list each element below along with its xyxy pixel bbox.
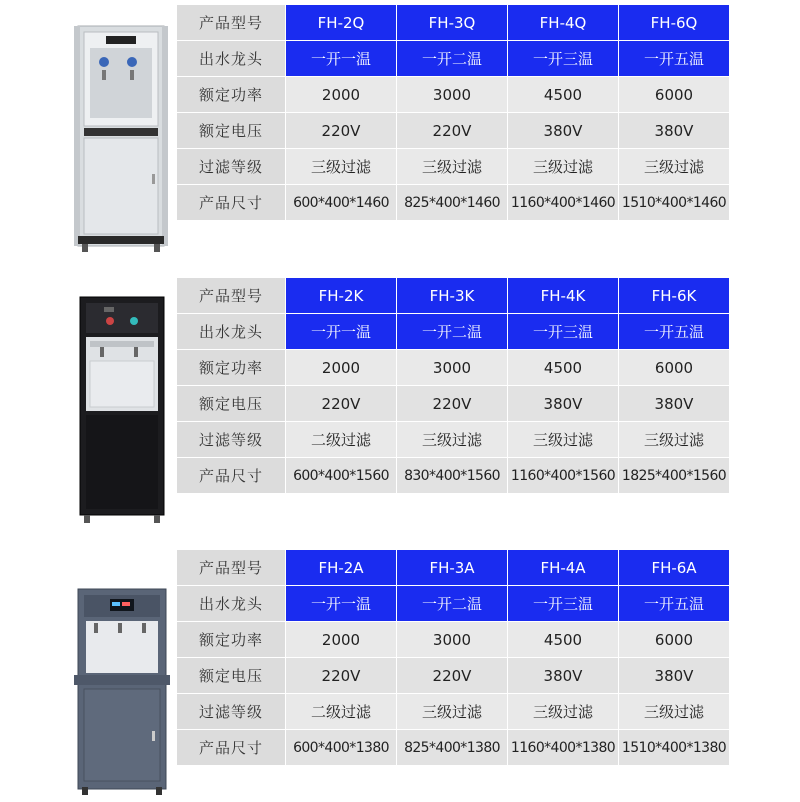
voltage-cell: 220V bbox=[397, 113, 508, 149]
model-cell: FH-4A bbox=[508, 550, 619, 586]
spec-table-q bbox=[176, 4, 730, 221]
tap-cell: 一开一温 bbox=[286, 41, 397, 77]
voltage-cell: 380V bbox=[619, 113, 730, 149]
voltage-cell: 380V bbox=[508, 386, 619, 422]
water-dispenser-silver-image bbox=[60, 4, 178, 254]
row-label-voltage: 额定电压 bbox=[177, 658, 286, 694]
size-cell: 1160*400*1460 bbox=[508, 185, 619, 221]
model-cell: FH-3A bbox=[397, 550, 508, 586]
spec-table-a bbox=[176, 549, 730, 766]
filter-cell: 三级过滤 bbox=[397, 694, 508, 730]
spec-table-k bbox=[176, 277, 730, 494]
power-cell: 3000 bbox=[397, 622, 508, 658]
tap-cell: 一开三温 bbox=[508, 314, 619, 350]
power-cell: 4500 bbox=[508, 77, 619, 113]
size-cell: 1510*400*1380 bbox=[619, 730, 730, 766]
row-label-size: 产品尺寸 bbox=[177, 458, 286, 494]
power-cell: 4500 bbox=[508, 350, 619, 386]
spec-section-q bbox=[0, 4, 800, 257]
row-label-size: 产品尺寸 bbox=[177, 185, 286, 221]
filter-cell: 三级过滤 bbox=[397, 422, 508, 458]
size-cell: 825*400*1460 bbox=[397, 185, 508, 221]
filter-cell: 二级过滤 bbox=[286, 422, 397, 458]
row-label-tap: 出水龙头 bbox=[177, 314, 286, 350]
tap-cell: 一开一温 bbox=[286, 314, 397, 350]
tap-cell: 一开五温 bbox=[619, 314, 730, 350]
row-label-tap: 出水龙头 bbox=[177, 41, 286, 77]
filter-cell: 三级过滤 bbox=[508, 149, 619, 185]
voltage-cell: 220V bbox=[286, 658, 397, 694]
filter-cell: 三级过滤 bbox=[286, 149, 397, 185]
size-cell: 1510*400*1460 bbox=[619, 185, 730, 221]
tap-cell: 一开三温 bbox=[508, 586, 619, 622]
tap-cell: 一开二温 bbox=[397, 314, 508, 350]
filter-cell: 三级过滤 bbox=[619, 694, 730, 730]
power-cell: 3000 bbox=[397, 77, 508, 113]
size-cell: 830*400*1560 bbox=[397, 458, 508, 494]
row-label-filter: 过滤等级 bbox=[177, 422, 286, 458]
row-label-model: 产品型号 bbox=[177, 278, 286, 314]
power-cell: 6000 bbox=[619, 622, 730, 658]
model-cell: FH-6A bbox=[619, 550, 730, 586]
model-cell: FH-2A bbox=[286, 550, 397, 586]
power-cell: 2000 bbox=[286, 622, 397, 658]
size-cell: 600*400*1560 bbox=[286, 458, 397, 494]
size-cell: 1825*400*1560 bbox=[619, 458, 730, 494]
size-cell: 1160*400*1380 bbox=[508, 730, 619, 766]
size-cell: 1160*400*1560 bbox=[508, 458, 619, 494]
filter-cell: 三级过滤 bbox=[619, 422, 730, 458]
filter-cell: 三级过滤 bbox=[397, 149, 508, 185]
voltage-cell: 380V bbox=[508, 658, 619, 694]
voltage-cell: 380V bbox=[508, 113, 619, 149]
voltage-cell: 220V bbox=[286, 113, 397, 149]
row-label-power: 额定功率 bbox=[177, 622, 286, 658]
voltage-cell: 380V bbox=[619, 658, 730, 694]
power-cell: 3000 bbox=[397, 350, 508, 386]
model-cell: FH-2K bbox=[286, 278, 397, 314]
model-cell: FH-6Q bbox=[619, 5, 730, 41]
filter-cell: 三级过滤 bbox=[508, 694, 619, 730]
row-label-voltage: 额定电压 bbox=[177, 386, 286, 422]
filter-cell: 三级过滤 bbox=[619, 149, 730, 185]
spec-section-a bbox=[0, 549, 800, 802]
power-cell: 2000 bbox=[286, 77, 397, 113]
filter-cell: 二级过滤 bbox=[286, 694, 397, 730]
tap-cell: 一开一温 bbox=[286, 586, 397, 622]
row-label-size: 产品尺寸 bbox=[177, 730, 286, 766]
water-dispenser-black-image bbox=[60, 277, 178, 527]
spec-section-k bbox=[0, 277, 800, 530]
power-cell: 6000 bbox=[619, 77, 730, 113]
model-cell: FH-4Q bbox=[508, 5, 619, 41]
water-dispenser-gray-image bbox=[60, 549, 178, 799]
voltage-cell: 220V bbox=[397, 386, 508, 422]
tap-cell: 一开三温 bbox=[508, 41, 619, 77]
size-cell: 600*400*1460 bbox=[286, 185, 397, 221]
size-cell: 825*400*1380 bbox=[397, 730, 508, 766]
tap-cell: 一开二温 bbox=[397, 41, 508, 77]
power-cell: 2000 bbox=[286, 350, 397, 386]
tap-cell: 一开五温 bbox=[619, 586, 730, 622]
row-label-power: 额定功率 bbox=[177, 77, 286, 113]
voltage-cell: 220V bbox=[397, 658, 508, 694]
model-cell: FH-4K bbox=[508, 278, 619, 314]
voltage-cell: 380V bbox=[619, 386, 730, 422]
row-label-model: 产品型号 bbox=[177, 5, 286, 41]
power-cell: 6000 bbox=[619, 350, 730, 386]
row-label-tap: 出水龙头 bbox=[177, 586, 286, 622]
row-label-voltage: 额定电压 bbox=[177, 113, 286, 149]
row-label-model: 产品型号 bbox=[177, 550, 286, 586]
model-cell: FH-6K bbox=[619, 278, 730, 314]
power-cell: 4500 bbox=[508, 622, 619, 658]
model-cell: FH-3Q bbox=[397, 5, 508, 41]
row-label-filter: 过滤等级 bbox=[177, 694, 286, 730]
voltage-cell: 220V bbox=[286, 386, 397, 422]
tap-cell: 一开二温 bbox=[397, 586, 508, 622]
size-cell: 600*400*1380 bbox=[286, 730, 397, 766]
tap-cell: 一开五温 bbox=[619, 41, 730, 77]
model-cell: FH-3K bbox=[397, 278, 508, 314]
row-label-filter: 过滤等级 bbox=[177, 149, 286, 185]
row-label-power: 额定功率 bbox=[177, 350, 286, 386]
filter-cell: 三级过滤 bbox=[508, 422, 619, 458]
model-cell: FH-2Q bbox=[286, 5, 397, 41]
